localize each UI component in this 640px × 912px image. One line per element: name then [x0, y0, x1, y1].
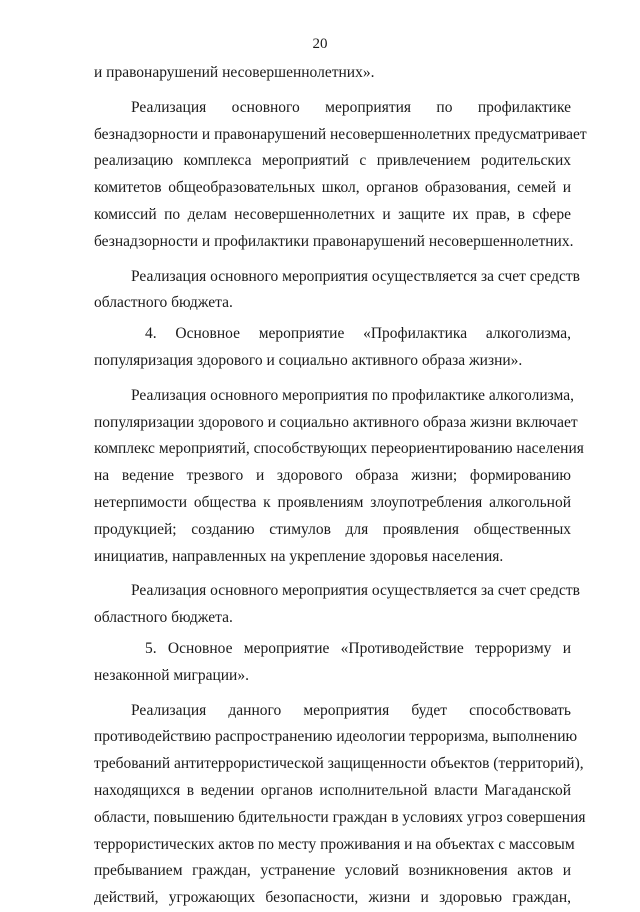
text-line: Реализация основного мероприятия осуществляется за счет средств [131, 582, 580, 600]
paragraph [94, 95, 587, 256]
page-number: 20 [312, 36, 328, 52]
text-line: популяризация здорового и социально активного образа жизни». [94, 351, 523, 369]
text-line: области, повышению бдительности граждан в условиях угроз совершения [94, 808, 586, 826]
paragraph [94, 698, 586, 912]
text-line: реализацию комплекса мероприятий с привлечением родительских [94, 152, 571, 170]
text-line: областного бюджета. [94, 294, 233, 312]
text-line: безнадзорности и профилактики правонарушений несовершеннолетних. [94, 232, 574, 250]
text-line: популяризации здорового и социально активного образа жизни включает [94, 413, 578, 431]
text-line: Реализация основного мероприятия по профилактике [131, 98, 571, 116]
text-line: комитетов общеобразовательных школ, органов образования, семей и [94, 179, 571, 197]
text-line: Реализация основного мероприятия по профилактике алкоголизма, [131, 386, 574, 404]
text-line: и правонарушений несовершеннолетних». [94, 64, 375, 81]
text-line: продукцией; созданию стимулов для проявления общественных [94, 520, 571, 538]
paragraph [94, 578, 580, 632]
text-line: Реализация данного мероприятия будет способствовать [131, 701, 571, 719]
text-line: пребыванием граждан, устранение условий возникновения актов и [94, 862, 571, 880]
text-line: находящихся в ведении органов исполнительной власти Магаданской [94, 781, 571, 799]
paragraph [94, 383, 584, 571]
text-line: областного бюджета. [94, 609, 233, 627]
text-line: террористических актов по месту проживания и на объектах с массовым [94, 835, 575, 853]
text-line: действий, угрожающих безопасности, жизни и здоровью граждан, [94, 889, 571, 907]
text-line: инициатив, направленных на укрепление здоровья населения. [94, 547, 504, 565]
text-line: на ведение трезвого и здорового образа жизни; формированию [94, 467, 571, 485]
text-line: нетерпимости общества к проявлениям злоупотребления алкогольной [94, 493, 571, 511]
text-line: требований антитеррористической защищенности объектов (территорий), [94, 755, 584, 773]
numbered-item-4 [94, 321, 571, 375]
text-line: незаконной миграции». [94, 666, 249, 684]
text-line: комплекс мероприятий, способствующих переориентированию населения [94, 440, 584, 458]
text-line: безнадзорности и правонарушений несовершеннолетних предусматривает [94, 125, 587, 143]
text-line: 5. Основное мероприятие «Противодействие терроризму и [145, 639, 571, 657]
paragraph-continuation [94, 60, 571, 87]
numbered-item-5 [94, 636, 571, 690]
text-line: противодействию распространению идеологии терроризма, выполнению [94, 728, 578, 746]
text-line: 4. Основное мероприятие «Профилактика алкоголизма, [145, 325, 571, 343]
document-body [94, 60, 587, 912]
text-line: комиссий по делам несовершеннолетних и защите их прав, в сфере [94, 205, 571, 223]
paragraph [94, 264, 580, 318]
text-line: Реализация основного мероприятия осуществляется за счет средств [131, 267, 580, 285]
